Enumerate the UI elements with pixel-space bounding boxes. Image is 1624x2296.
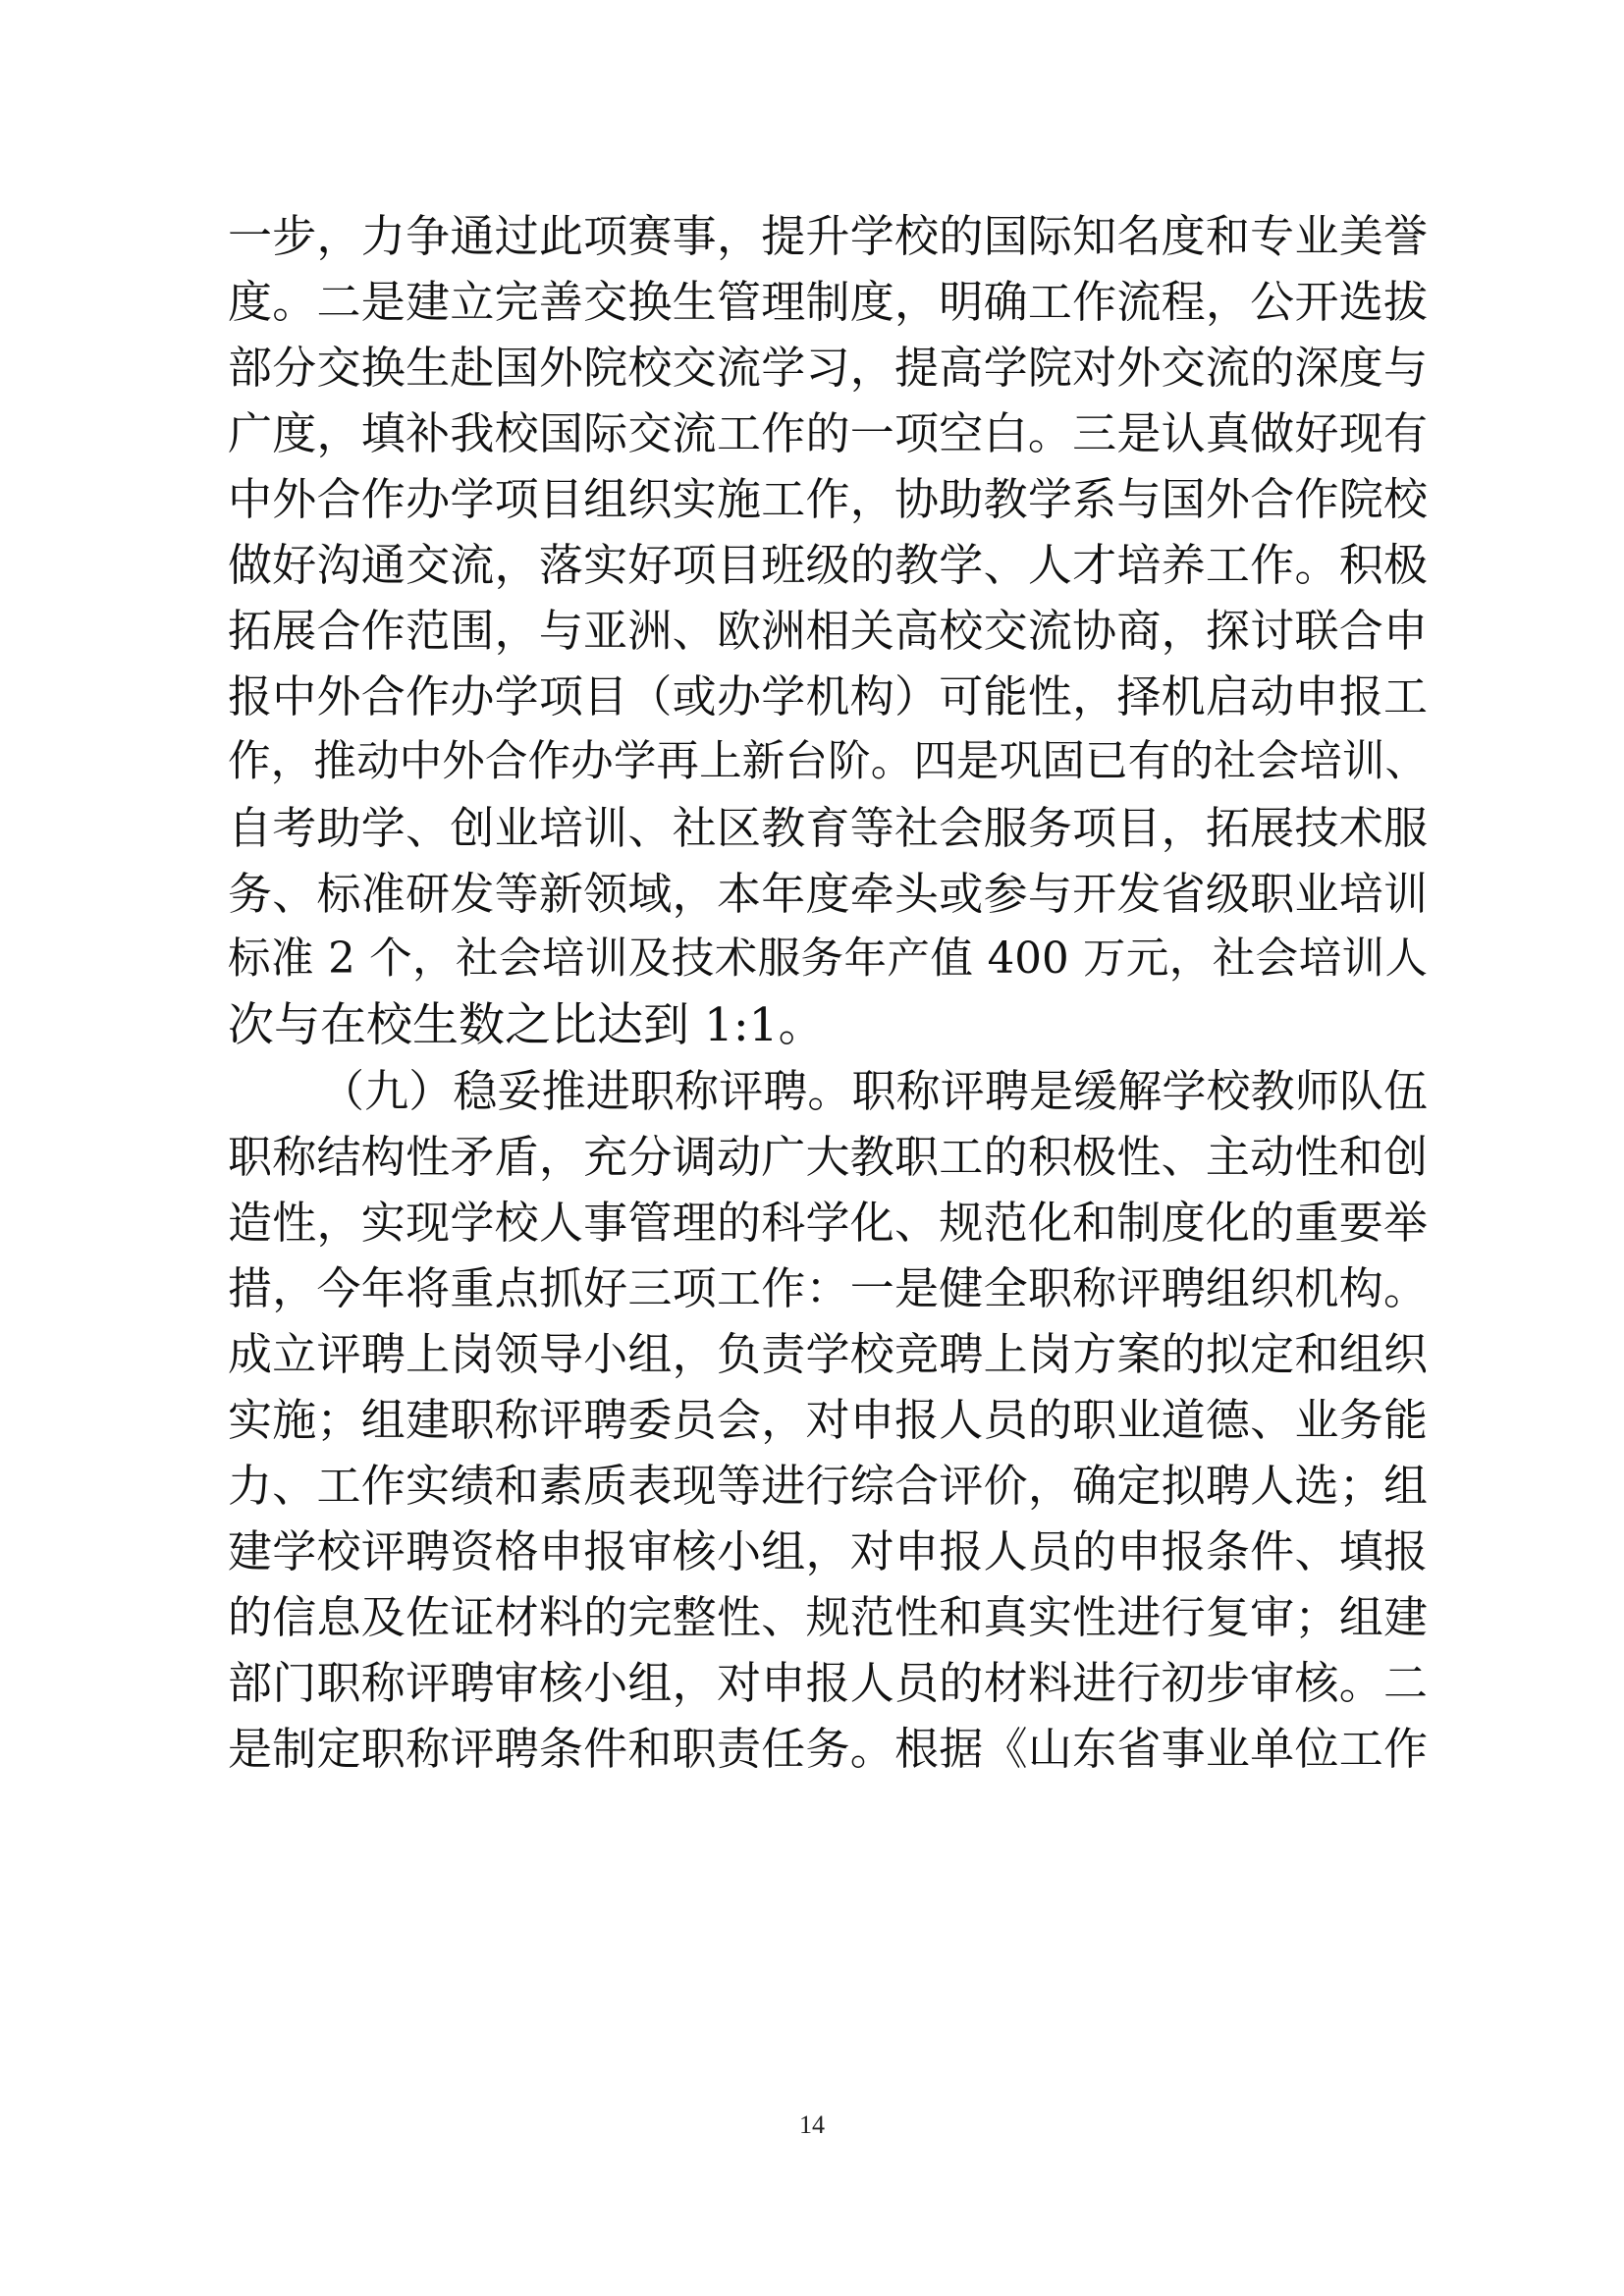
text-line-4: 广度，填补我校国际交流工作的一项空白。三是认真做好现有 [228,407,1428,459]
text-line-20: 力、工作实绩和素质表现等进行综合评价，确定拟聘人选；组 [228,1460,1428,1512]
text-line-13: 次与在校生数之比达到 1:1。 [228,998,825,1052]
text-line-3: 部分交换生赴国外院校交流学习，提高学院对外交流的深度与 [228,342,1428,394]
text-line-19: 实施；组建职称评聘委员会，对申报人员的职业道德、业务能 [228,1394,1428,1446]
text-line-16: 造性，实现学校人事管理的科学化、规范化和制度化的重要举 [228,1197,1428,1249]
body-text [228,203,1428,1782]
text-line-22: 的信息及佐证材料的完整性、规范性和真实性进行复审；组建 [228,1591,1428,1643]
text-line-10: 自考助学、创业培训、社区教育等社会服务项目，拓展技术服 [228,802,1428,854]
section-heading-line: （九）稳妥推进职称评聘。职称评聘是缓解学校教师队伍 [320,1065,1428,1117]
text-line-5: 中外合作办学项目组织实施工作，协助教学系与国外合作院校 [228,473,1428,525]
text-line-12: 标准 2 个，社会培训及技术服务年产值 400 万元，社会培训人 [228,934,1428,984]
text-line-21: 建学校评聘资格申报审核小组，对申报人员的申报条件、填报 [228,1525,1428,1577]
text-line-8: 报中外合作办学项目（或办学机构）可能性，择机启动申报工 [228,670,1428,722]
text-line-11: 务、标准研发等新领域，本年度牵头或参与开发省级职业培训 [228,868,1428,920]
text-line-18: 成立评聘上岗领导小组，负责学校竞聘上岗方案的拟定和组织 [228,1328,1428,1380]
text-line-23: 部门职称评聘审核小组，对申报人员的材料进行初步审核。二 [228,1657,1428,1709]
text-line-6: 做好沟通交流，落实好项目班级的教学、人才培养工作。积极 [228,539,1428,591]
page-number: 14 [799,2110,825,2139]
text-line-17: 措，今年将重点抓好三项工作：一是健全职称评聘组织机构。 [228,1262,1428,1314]
text-line-2: 度。二是建立完善交换生管理制度，明确工作流程，公开选拔 [228,276,1428,328]
text-line-1: 一步，力争通过此项赛事，提升学校的国际知名度和专业美誉 [228,210,1428,262]
text-line-7: 拓展合作范围，与亚洲、欧洲相关高校交流协商，探讨联合申 [228,605,1428,657]
text-line-24: 是制定职称评聘条件和职责任务。根据《山东省事业单位工作 [228,1723,1428,1775]
text-line-9: 作，推动中外合作办学再上新台阶。四是巩固已有的社会培训、 [228,737,1428,786]
text-line-15: 职称结构性矛盾，充分调动广大教职工的积极性、主动性和创 [228,1131,1428,1183]
